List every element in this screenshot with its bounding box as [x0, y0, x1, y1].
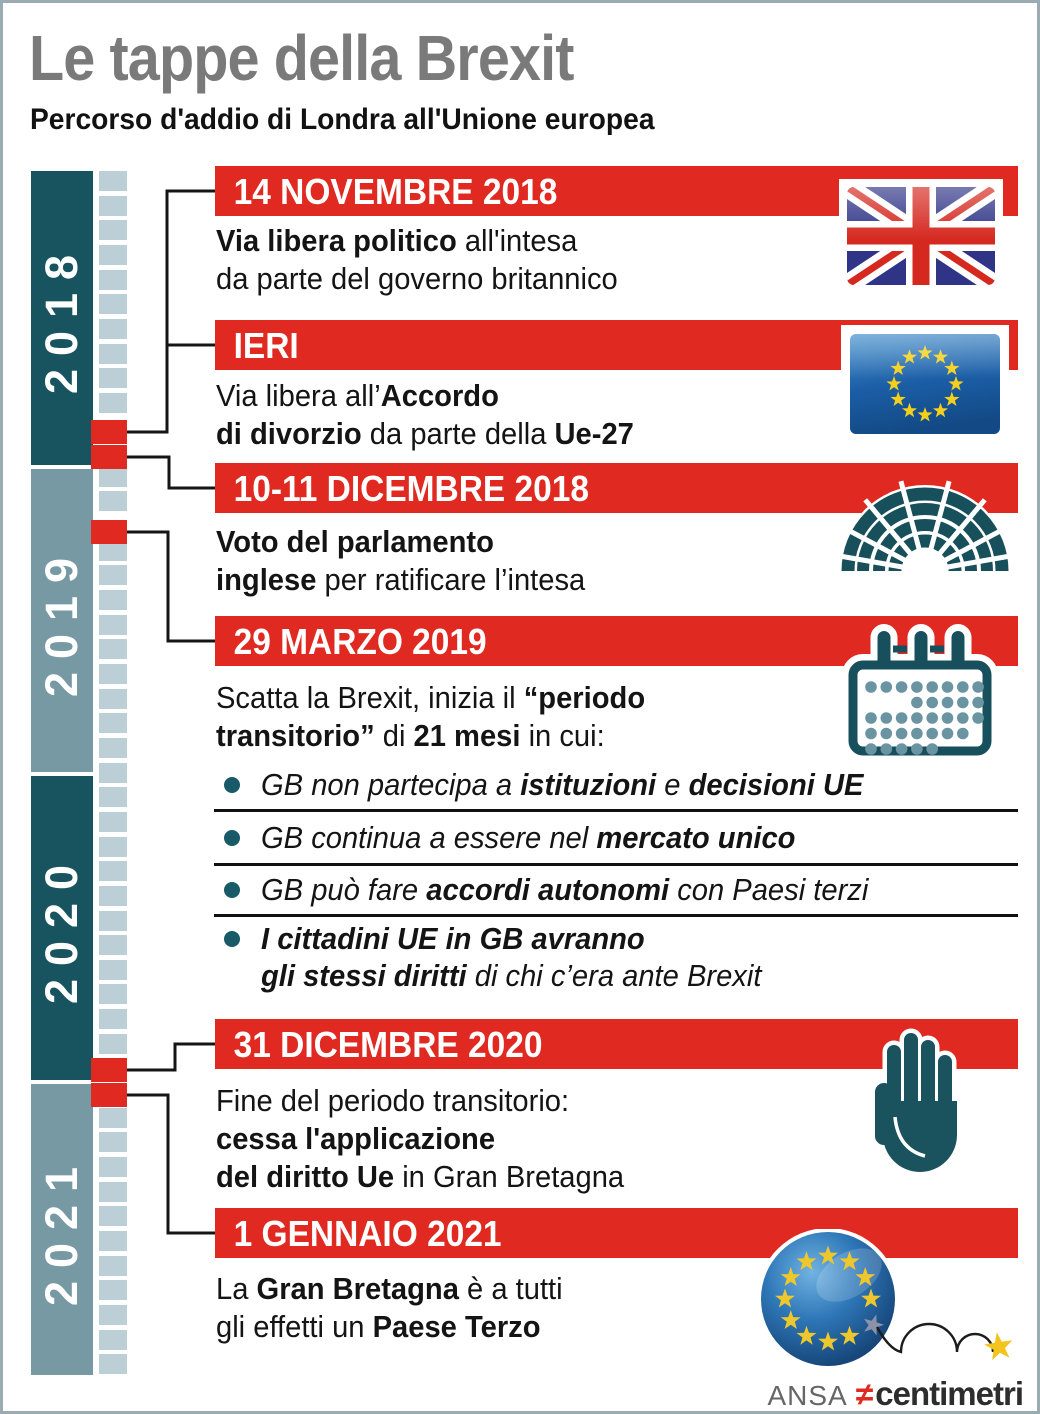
calendar-day-dot: [957, 681, 969, 693]
calendar-day-dot: [881, 681, 893, 693]
tick-mark: [99, 1132, 127, 1152]
parliament-icon: [835, 471, 1015, 575]
year-block-2020: [31, 776, 93, 1080]
calendar-day-dot: [911, 681, 923, 693]
calendar-day-dot: [972, 712, 984, 724]
bounced-star-icon: [984, 1332, 1012, 1360]
bullet-separator: [214, 863, 1018, 866]
calendar-day-dot: [942, 728, 954, 740]
tick-mark: [99, 639, 127, 659]
event-description: Scatta la Brexit, inizia il “periodo transitorio” di 21 mesi in cui:: [216, 680, 646, 753]
event-date: 1 GENNAIO 2021: [233, 1213, 502, 1254]
tick-mark: [99, 984, 127, 1004]
tick-mark: [99, 911, 127, 931]
tick-mark: [99, 270, 127, 290]
tick-mark: [99, 1009, 127, 1029]
event-date: 10-11 DICEMBRE 2018: [233, 468, 590, 509]
tick-mark: [99, 319, 127, 339]
tick-mark: [99, 491, 127, 511]
calendar-day-dot: [896, 728, 908, 740]
event-date: 14 NOVEMBRE 2018: [233, 171, 558, 212]
tick-mark: [99, 1256, 127, 1276]
tick-mark: [99, 738, 127, 758]
year-label: 2019: [36, 544, 88, 697]
eu-ball-icon: [761, 1229, 1040, 1379]
event-date: IERI: [233, 325, 299, 366]
tick-mark: [99, 615, 127, 635]
calendar-day-dot: [911, 743, 923, 755]
tick-mark: [99, 1206, 127, 1226]
tick-mark: [99, 1108, 127, 1128]
tick-mark: [99, 689, 127, 709]
tick-mark: [99, 344, 127, 364]
connector-line: [127, 1044, 215, 1070]
tick-mark: [99, 935, 127, 955]
calendar-day-dot: [926, 728, 938, 740]
bullet-text: GB continua a essere nel mercato unico: [261, 820, 796, 855]
event-date: 29 MARZO 2019: [233, 621, 487, 662]
bullet-dot-icon: [224, 777, 240, 793]
tick-mark: [99, 1034, 127, 1054]
page-subtitle: Percorso d'addio di Londra all'Unione europea: [30, 103, 655, 136]
tick-mark: [99, 245, 127, 265]
uk-flag-icon: [847, 187, 995, 285]
calendar-day-dot: [896, 681, 908, 693]
tick-mark: [99, 664, 127, 684]
event-description: Fine del periodo transitorio: cessa l'applicazione del diritto Ue in Gran Bretagna: [216, 1083, 625, 1194]
calendar-day-dot: [881, 712, 893, 724]
calendar-day-dot: [926, 712, 938, 724]
tick-mark: [99, 812, 127, 832]
tick-mark: [99, 837, 127, 857]
year-block-2018: [31, 171, 93, 465]
calendar-day-dot: [926, 681, 938, 693]
calendar-icon: [841, 621, 1006, 761]
calendar-day-dot: [972, 681, 984, 693]
connector-line: [127, 1095, 215, 1233]
calendar-day-dot: [896, 712, 908, 724]
tick-mark: [99, 1157, 127, 1177]
tick-mark: [99, 1182, 127, 1202]
eu-flag-frame: [841, 325, 1009, 443]
eu-flag-icon: [850, 334, 1000, 434]
event-marker-tick: [91, 520, 127, 544]
year-block-2019: [31, 469, 93, 772]
tick-mark: [99, 220, 127, 240]
year-block-2021: [31, 1084, 93, 1375]
tick-mark: [99, 1305, 127, 1325]
event-marker-tick: [91, 1058, 127, 1082]
uk-flag-frame: [839, 179, 1003, 295]
ansa-centimetri-logo: [767, 1375, 1023, 1413]
year-label: 2021: [36, 1153, 88, 1306]
event-description: Voto del parlamento inglese per ratificare l’intesa: [216, 524, 586, 597]
tick-mark: [99, 196, 127, 216]
bullet-text: GB può fare accordi autonomi con Paesi terzi: [261, 872, 869, 907]
tick-mark: [99, 763, 127, 783]
tick-mark: [99, 713, 127, 733]
escaping-star-icon: [984, 1332, 1012, 1360]
event-description: Via libera politico all'intesa da parte del governo britannico: [216, 223, 618, 296]
bullet-text: I cittadini UE in GB avranno gli stessi diritti di chi c’era ante Brexit: [261, 921, 762, 993]
tick-mark: [99, 393, 127, 413]
event-description: La Gran Bretagna è a tutti gli effetti un Paese Terzo: [216, 1271, 563, 1344]
page-title: Le tappe della Brexit: [29, 22, 574, 94]
tick-mark: [99, 1231, 127, 1251]
year-label: 2018: [36, 241, 88, 395]
tick-mark: [99, 861, 127, 881]
ansa-wordmark: ANSA: [767, 1380, 848, 1411]
calendar-day-dot: [865, 743, 877, 755]
year-label: 2020: [36, 851, 88, 1005]
calendar-day-dot: [957, 697, 969, 709]
connector-line: [127, 191, 215, 432]
calendar-day-dot: [942, 697, 954, 709]
tick-mark: [99, 294, 127, 314]
calendar-day-dot: [881, 728, 893, 740]
bullet-dot-icon: [224, 882, 240, 898]
calendar-day-dot: [942, 712, 954, 724]
tick-mark: [99, 565, 127, 585]
tick-mark: [99, 368, 127, 388]
centimetri-symbol-icon: ≠: [855, 1376, 874, 1412]
calendar-day-dot: [896, 743, 908, 755]
stop-hand-icon: [875, 1027, 967, 1179]
bounce-trail: [877, 1324, 993, 1352]
tick-mark: [99, 467, 127, 487]
event-marker-tick: [91, 445, 127, 469]
calendar-day-dot: [865, 681, 877, 693]
tick-mark: [99, 960, 127, 980]
calendar-day-dot: [911, 697, 923, 709]
bullet-separator: [214, 914, 1018, 917]
calendar-day-dot: [972, 697, 984, 709]
bullet-separator: [214, 809, 1018, 812]
calendar-day-dot: [926, 697, 938, 709]
calendar-day-dot: [911, 712, 923, 724]
centimetri-wordmark: centimetri: [875, 1375, 1023, 1412]
tick-mark: [99, 171, 127, 191]
tick-mark: [99, 787, 127, 807]
calendar-day-dot: [957, 728, 969, 740]
calendar-day-dot: [942, 681, 954, 693]
tick-mark: [99, 886, 127, 906]
calendar-day-dot: [911, 728, 923, 740]
calendar-day-dot: [865, 712, 877, 724]
event-description: Via libera all’Accordo di divorzio da parte della Ue-27: [216, 378, 634, 451]
calendar-day-dot: [957, 712, 969, 724]
tick-mark: [99, 590, 127, 610]
bullet-dot-icon: [224, 931, 240, 947]
tick-mark: [99, 1354, 127, 1374]
event-marker-tick: [91, 420, 127, 444]
calendar-day-dot: [881, 743, 893, 755]
connector-line: [127, 532, 215, 641]
tick-mark: [99, 1330, 127, 1350]
bullet-text: GB non partecipa a istituzioni e decisioni UE: [261, 767, 864, 802]
tick-mark: [99, 1280, 127, 1300]
event-marker-tick: [91, 1083, 127, 1107]
calendar-day-dot: [926, 743, 938, 755]
connector-line: [127, 457, 215, 488]
bullet-dot-icon: [224, 830, 240, 846]
calendar-day-dot: [865, 728, 877, 740]
event-date: 31 DICEMBRE 2020: [233, 1024, 543, 1065]
